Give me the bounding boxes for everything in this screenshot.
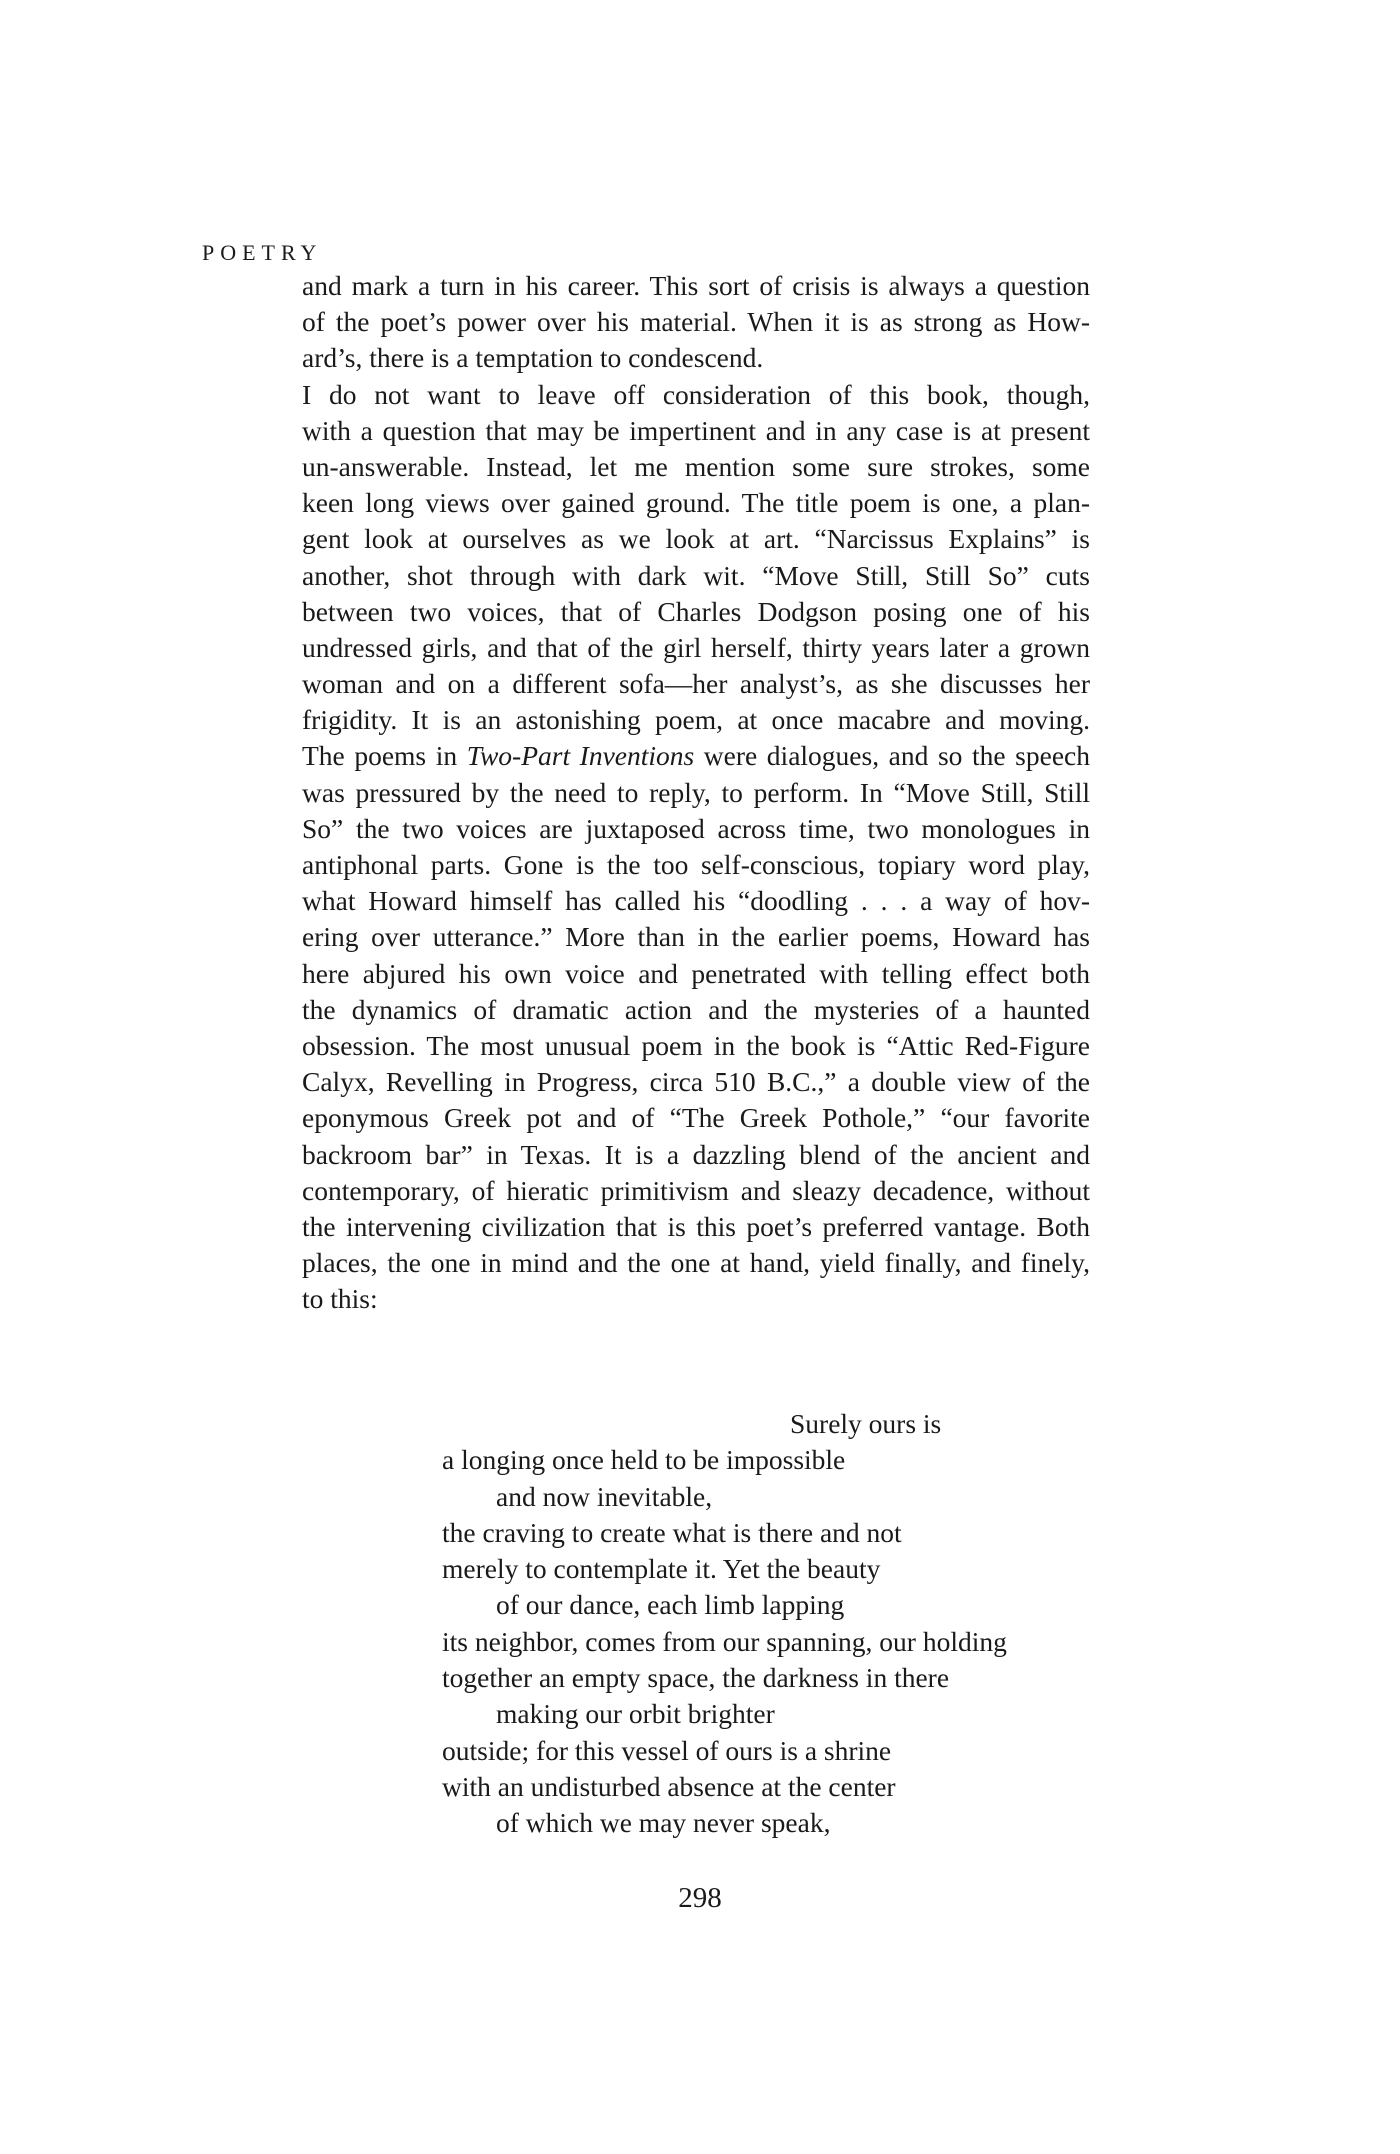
prose-line: to this: (302, 1283, 378, 1315)
prose-line: places, the one in mind and the one at hand, yield finally, and finely, (302, 1247, 1090, 1279)
prose-line: the intervening civilization that is this poet’s preferred vantage. Both (302, 1210, 1090, 1242)
verse-line: its neighbor, comes from our spanning, our holding (442, 1625, 1007, 1657)
verse-line: Surely ours is (790, 1408, 942, 1439)
prose-line: woman and on a different sofa—her analyst’s, as she discusses her (302, 668, 1090, 700)
prose-line: here abjured his own voice and penetrated with telling effect both (302, 957, 1090, 989)
verse-line: a longing once held to be impossible (442, 1444, 846, 1476)
prose-line-tail: were dialogues, and so the speech (694, 740, 1090, 772)
prose-line-head: The poems in (302, 740, 467, 772)
prose-line-with-title (302, 738, 1090, 774)
prose-line: backroom bar” in Texas. It is a dazzling blend of the ancient and (302, 1138, 1090, 1170)
prose-line: obsession. The most unusual poem in the book is “Attic Red-Figure (302, 1029, 1090, 1061)
prose-line: antiphonal parts. Gone is the too self-conscious, topiary word play, (302, 849, 1090, 880)
verse-line: making our orbit brighter (496, 1698, 775, 1730)
body-text (302, 268, 1090, 1317)
verse-line: and now inevitable, (496, 1480, 713, 1512)
prose-line: keen long views over gained ground. The title poem is one, a plan- (302, 487, 1090, 519)
prose-line: eponymous Greek pot and of “The Greek Pothole,” “our favorite (302, 1102, 1090, 1134)
verse-line: of our dance, each limb lapping (496, 1589, 845, 1621)
prose-line: un-answerable. Instead, let me mention some sure strokes, some (302, 450, 1090, 482)
verse-line: the craving to create what is there and not (442, 1516, 902, 1548)
prose-line: of the poet’s power over his material. When it is as strong as How- (302, 306, 1090, 338)
prose-line: between two voices, that of Charles Dodgson posing one of his (302, 595, 1090, 627)
prose-line: frigidity. It is an astonishing poem, at once macabre and moving. (302, 704, 1090, 736)
verse-line: with an undisturbed absence at the center (442, 1770, 896, 1802)
page-number: 298 (678, 1882, 722, 1914)
prose-line: what Howard himself has called his “doodling . . . a way of hov- (302, 885, 1090, 917)
running-head: POETRY (202, 240, 323, 265)
prose-line: gent look at ourselves as we look at art. “Narcissus Explains” is (302, 523, 1090, 555)
prose-line: contemporary, of hieratic primitivism and sleazy decadence, without (302, 1174, 1090, 1206)
verse-line: together an empty space, the darkness in there (442, 1662, 950, 1694)
prose-line: with a question that may be impertinent and in any case is at present (302, 414, 1090, 446)
prose-line: was pressured by the need to reply, to perform. In “Move Still, Still (302, 776, 1090, 808)
prose-line: Calyx, Revelling in Progress, circa 510 B.C.,” a double view of the (302, 1066, 1090, 1098)
prose-line: I do not want to leave off consideration of this book, though, (302, 378, 1090, 410)
prose-line: and mark a turn in his career. This sort of crisis is always a question (302, 270, 1090, 301)
quoted-verse (442, 1406, 1102, 1842)
prose-line: another, shot through with dark wit. “Move Still, Still So” cuts (302, 559, 1090, 591)
prose-line: So” the two voices are juxtaposed across time, two monologues in (302, 812, 1090, 844)
prose-line: undressed girls, and that of the girl herself, thirty years later a grown (302, 631, 1090, 663)
verse-line: merely to contemplate it. Yet the beauty (442, 1553, 881, 1585)
prose-line: ard’s, there is a temptation to condescend. (302, 342, 764, 374)
prose-line: ering over utterance.” More than in the earlier poems, Howard has (302, 921, 1090, 953)
verse-line: of which we may never speak, (496, 1807, 831, 1839)
book-title: Two-Part Inventions (466, 740, 695, 772)
verse-line: outside; for this vessel of ours is a shrine (442, 1734, 892, 1766)
prose-line: the dynamics of dramatic action and the mysteries of a haunted (302, 993, 1090, 1025)
